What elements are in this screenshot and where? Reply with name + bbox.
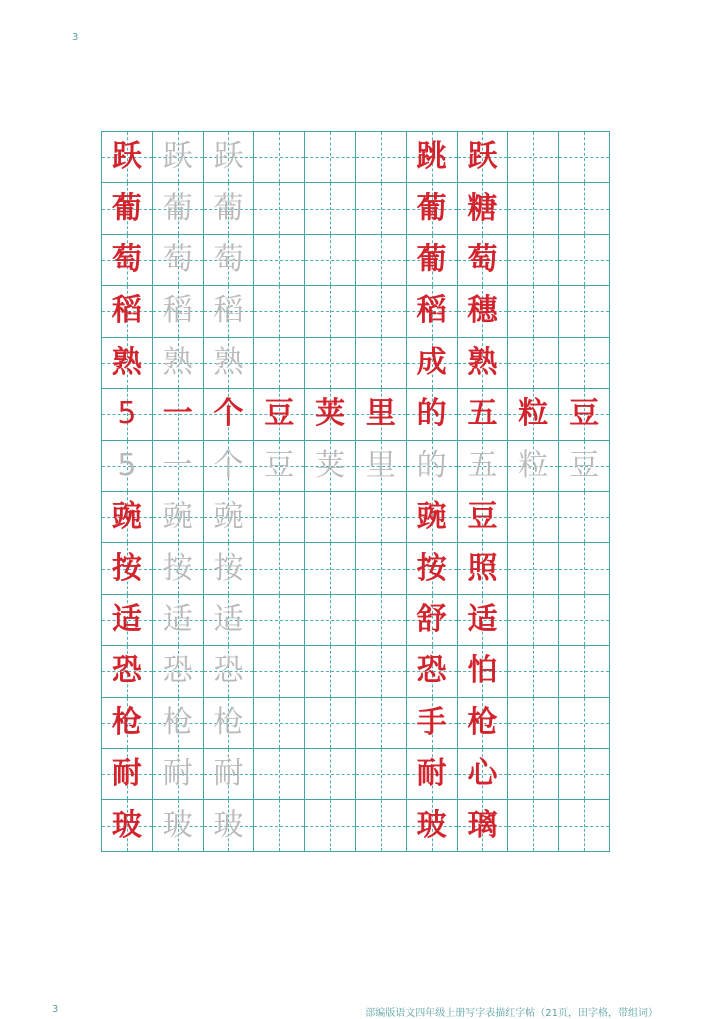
grid-cell — [153, 389, 204, 440]
grid-cell — [102, 132, 153, 183]
model-character: 糖 — [467, 190, 498, 226]
trace-character: 枪 — [162, 704, 193, 740]
model-character: 葡 — [416, 190, 447, 226]
grid-cell — [508, 235, 559, 286]
model-character: 玻 — [416, 807, 447, 843]
grid-cell — [305, 749, 356, 800]
grid-cell — [508, 800, 559, 851]
grid-cell — [254, 698, 305, 749]
grid-cell — [559, 698, 610, 749]
page-number-bottom: 3 — [52, 1004, 59, 1015]
grid-cell — [102, 543, 153, 594]
footer-title: 部编版语文四年级上册写字表描红字帖（21页，田字格，带组词） — [365, 1008, 658, 1019]
grid-cell — [254, 646, 305, 697]
grid-cell — [204, 389, 255, 440]
grid-cell — [407, 132, 458, 183]
trace-character: 豌 — [162, 499, 193, 535]
grid-cell — [458, 646, 509, 697]
grid-cell — [559, 492, 610, 543]
model-character: 跳 — [416, 139, 447, 175]
model-character: 按 — [416, 550, 447, 586]
grid-cell — [559, 132, 610, 183]
grid-cell — [204, 338, 255, 389]
grid-cell — [305, 492, 356, 543]
model-character: 豆 — [264, 396, 295, 432]
model-character: 跃 — [111, 139, 142, 175]
trace-character: 按 — [213, 550, 244, 586]
grid-cell — [153, 235, 204, 286]
model-character: 枪 — [111, 704, 142, 740]
grid-cell — [204, 595, 255, 646]
grid-cell — [458, 441, 509, 492]
grid-cell — [356, 492, 407, 543]
grid-cell — [458, 749, 509, 800]
grid-cell — [508, 286, 559, 337]
grid-cell — [102, 389, 153, 440]
trace-character: 粒 — [518, 447, 549, 483]
tianzige-grid — [101, 131, 610, 852]
grid-cell — [407, 286, 458, 337]
grid-cell — [356, 698, 407, 749]
grid-cell — [305, 235, 356, 286]
trace-character: 适 — [162, 602, 193, 637]
grid-cell — [559, 235, 610, 286]
model-character: 跃 — [467, 139, 498, 175]
grid-cell — [204, 132, 255, 183]
model-character: 适 — [111, 602, 142, 637]
trace-character: 豆 — [569, 447, 600, 483]
grid-cell — [254, 800, 305, 851]
trace-character: 跃 — [213, 139, 244, 175]
grid-cell — [305, 543, 356, 594]
grid-cell — [305, 338, 356, 389]
grid-cell — [458, 286, 509, 337]
grid-cell — [356, 286, 407, 337]
grid-cell — [559, 595, 610, 646]
grid-cell — [356, 132, 407, 183]
model-character: 熟 — [467, 344, 498, 380]
grid-cell — [407, 441, 458, 492]
grid-cell — [254, 389, 305, 440]
grid-cell — [254, 338, 305, 389]
grid-cell — [102, 698, 153, 749]
model-character: 稻 — [111, 293, 142, 329]
grid-cell — [153, 183, 204, 234]
grid-cell — [458, 595, 509, 646]
grid-cell — [407, 595, 458, 646]
grid-cell — [559, 338, 610, 389]
grid-cell — [458, 698, 509, 749]
grid-cell — [508, 183, 559, 234]
trace-character: 萄 — [162, 242, 193, 278]
model-character: 枪 — [467, 704, 498, 740]
grid-cell — [458, 389, 509, 440]
trace-character: 的 — [416, 447, 447, 483]
grid-cell — [356, 543, 407, 594]
grid-cell — [102, 800, 153, 851]
trace-character: 玻 — [213, 807, 244, 843]
model-character: 五 — [467, 396, 498, 432]
model-character: 稻 — [416, 293, 447, 329]
trace-character: 耐 — [213, 756, 244, 792]
model-character: 熟 — [111, 344, 142, 380]
grid-cell — [153, 595, 204, 646]
grid-cell — [559, 183, 610, 234]
grid-cell — [305, 698, 356, 749]
model-character: 按 — [111, 550, 142, 586]
grid-cell — [559, 646, 610, 697]
model-character: 耐 — [416, 756, 447, 792]
grid-cell — [508, 698, 559, 749]
trace-character: 里 — [365, 447, 396, 483]
model-character: 豆 — [467, 499, 498, 535]
trace-character: 适 — [213, 602, 244, 637]
grid-cell — [153, 338, 204, 389]
grid-cell — [305, 286, 356, 337]
grid-cell — [356, 646, 407, 697]
grid-cell — [204, 800, 255, 851]
trace-character: 玻 — [162, 807, 193, 843]
model-character: 恐 — [111, 653, 142, 689]
grid-cell — [407, 235, 458, 286]
grid-cell — [356, 441, 407, 492]
grid-cell — [102, 441, 153, 492]
trace-character: 稻 — [162, 293, 193, 329]
trace-character: 个 — [213, 447, 244, 483]
grid-cell — [305, 389, 356, 440]
grid-cell — [508, 646, 559, 697]
trace-character: 熟 — [162, 344, 193, 380]
trace-character: 豌 — [213, 499, 244, 535]
model-character: 心 — [467, 756, 498, 792]
grid-cell — [204, 749, 255, 800]
grid-cell — [254, 286, 305, 337]
model-character: 璃 — [467, 807, 498, 843]
grid-cell — [356, 595, 407, 646]
grid-cell — [356, 749, 407, 800]
model-character: 照 — [467, 550, 498, 586]
trace-character: 萄 — [213, 242, 244, 278]
model-character: 个 — [213, 396, 244, 432]
grid-cell — [204, 492, 255, 543]
grid-cell — [458, 183, 509, 234]
grid-cell — [305, 441, 356, 492]
model-character: 舒 — [416, 602, 447, 637]
grid-cell — [102, 492, 153, 543]
grid-cell — [458, 338, 509, 389]
model-character: 豌 — [111, 499, 142, 535]
grid-cell — [254, 235, 305, 286]
trace-character: 耐 — [162, 756, 193, 792]
grid-cell — [204, 286, 255, 337]
grid-cell — [508, 338, 559, 389]
grid-cell — [508, 441, 559, 492]
model-character: 适 — [467, 602, 498, 637]
grid-cell — [102, 286, 153, 337]
model-character: 穗 — [467, 293, 498, 329]
trace-character: 跃 — [162, 139, 193, 175]
model-character: 葡 — [111, 190, 142, 226]
grid-cell — [458, 492, 509, 543]
grid-cell — [508, 595, 559, 646]
model-character: 的 — [416, 396, 447, 432]
grid-cell — [356, 235, 407, 286]
grid-cell — [305, 132, 356, 183]
grid-cell — [508, 492, 559, 543]
model-character: 恐 — [416, 653, 447, 689]
grid-cell — [305, 800, 356, 851]
grid-cell — [102, 183, 153, 234]
grid-cell — [153, 132, 204, 183]
grid-cell — [153, 286, 204, 337]
model-character: 豌 — [416, 499, 447, 535]
model-character: 荚 — [315, 396, 346, 432]
grid-cell — [559, 800, 610, 851]
grid-cell — [508, 132, 559, 183]
model-character: 里 — [365, 396, 396, 432]
grid-cell — [305, 183, 356, 234]
grid-cell — [559, 749, 610, 800]
trace-character: 枪 — [213, 704, 244, 740]
model-character: 葡 — [416, 242, 447, 278]
model-character: 怕 — [467, 653, 498, 689]
grid-cell — [254, 749, 305, 800]
grid-cell — [153, 646, 204, 697]
grid-cell — [407, 800, 458, 851]
grid-cell — [254, 595, 305, 646]
model-character: 耐 — [111, 756, 142, 792]
grid-cell — [458, 132, 509, 183]
grid-cell — [153, 800, 204, 851]
grid-cell — [153, 543, 204, 594]
page-number-top: 3 — [72, 32, 79, 43]
grid-cell — [153, 441, 204, 492]
grid-cell — [356, 800, 407, 851]
grid-cell — [508, 543, 559, 594]
grid-cell — [407, 749, 458, 800]
grid-cell — [407, 646, 458, 697]
trace-character: 一 — [162, 447, 193, 483]
grid-cell — [204, 235, 255, 286]
grid-cell — [204, 646, 255, 697]
grid-cell — [559, 286, 610, 337]
grid-cell — [407, 543, 458, 594]
model-character: 5 — [117, 396, 137, 432]
grid-cell — [254, 543, 305, 594]
trace-character: 恐 — [213, 653, 244, 689]
grid-cell — [356, 338, 407, 389]
grid-cell — [204, 183, 255, 234]
grid-cell — [254, 441, 305, 492]
trace-character: 五 — [467, 447, 498, 483]
grid-cell — [102, 235, 153, 286]
grid-cell — [508, 389, 559, 440]
grid-cell — [407, 492, 458, 543]
grid-cell — [407, 698, 458, 749]
grid-cell — [559, 441, 610, 492]
grid-cell — [102, 749, 153, 800]
grid-cell — [254, 492, 305, 543]
trace-character: 熟 — [213, 344, 244, 380]
trace-character: 按 — [162, 550, 193, 586]
model-character: 萄 — [467, 242, 498, 278]
model-character: 豆 — [569, 396, 600, 432]
model-character: 一 — [162, 396, 193, 432]
grid-cell — [102, 595, 153, 646]
grid-cell — [305, 646, 356, 697]
grid-cell — [458, 235, 509, 286]
model-character: 玻 — [111, 807, 142, 843]
model-character: 成 — [416, 344, 447, 380]
grid-cell — [407, 338, 458, 389]
grid-cell — [204, 543, 255, 594]
grid-cell — [356, 183, 407, 234]
grid-cell — [559, 389, 610, 440]
grid-cell — [356, 389, 407, 440]
model-character: 萄 — [111, 242, 142, 278]
trace-character: 稻 — [213, 293, 244, 329]
grid-cell — [153, 749, 204, 800]
grid-cell — [559, 543, 610, 594]
model-character: 粒 — [518, 396, 549, 432]
trace-character: 荚 — [315, 447, 346, 483]
trace-character: 恐 — [162, 653, 193, 689]
grid-cell — [254, 183, 305, 234]
grid-cell — [458, 543, 509, 594]
grid-cell — [102, 646, 153, 697]
grid-cell — [305, 595, 356, 646]
grid-cell — [153, 698, 204, 749]
model-character: 手 — [416, 704, 447, 740]
grid-cell — [458, 800, 509, 851]
grid-cell — [508, 749, 559, 800]
grid-cell — [407, 183, 458, 234]
trace-character: 葡 — [213, 190, 244, 226]
trace-character: 豆 — [264, 447, 295, 483]
grid-cell — [204, 698, 255, 749]
grid-cell — [204, 441, 255, 492]
grid-cell — [407, 389, 458, 440]
grid-cell — [102, 338, 153, 389]
grid-cell — [254, 132, 305, 183]
trace-character: 葡 — [162, 190, 193, 226]
trace-character: 5 — [117, 447, 137, 483]
grid-cell — [153, 492, 204, 543]
